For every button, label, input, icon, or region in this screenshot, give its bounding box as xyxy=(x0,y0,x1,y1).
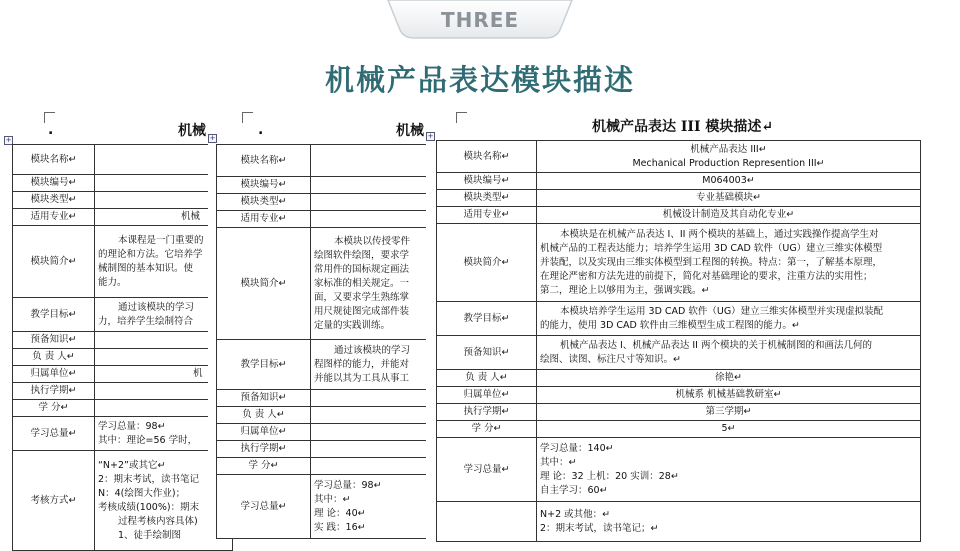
row-label: 执行学期↵ xyxy=(13,383,95,400)
table-row xyxy=(437,404,921,421)
row-label: 归属单位↵ xyxy=(217,424,311,441)
table-row xyxy=(437,421,921,438)
row-label: 适用专业↵ xyxy=(13,209,95,226)
row-label: 预备知识↵ xyxy=(217,390,311,407)
doc-header: 机械 xyxy=(396,123,424,139)
table-row xyxy=(13,175,233,192)
section-tab xyxy=(388,0,572,40)
table-row xyxy=(13,226,233,298)
row-label: 模块名称↵ xyxy=(13,145,95,175)
row-label: 适用专业↵ xyxy=(437,207,537,224)
row-label: 模块编号↵ xyxy=(13,175,95,192)
table-row xyxy=(437,190,921,207)
table-row xyxy=(437,173,921,190)
row-value: 通过该模块的学习 力，培养学生绘制符合 xyxy=(95,298,233,332)
row-label: 学 分↵ xyxy=(13,400,95,417)
table-row xyxy=(13,192,233,209)
row-label: 模块编号↵ xyxy=(437,173,537,190)
row-label: 模块简介↵ xyxy=(437,224,537,302)
row-label: 考核方式↵ xyxy=(13,451,95,551)
row-label: 学习总量↵ xyxy=(217,475,311,539)
tab-label: THREE xyxy=(440,8,520,32)
table-row xyxy=(217,340,457,390)
row-label: 模块编号↵ xyxy=(217,177,311,194)
row-value: 通过该模块的学习 程图样的能力，并能对 并能以其为工具从事工 xyxy=(311,340,457,390)
row-label: 归属单位↵ xyxy=(13,366,95,383)
row-label: 执行学期↵ xyxy=(217,441,311,458)
table-row xyxy=(13,451,233,551)
document-page-3 xyxy=(426,112,960,540)
bullet-mark: . xyxy=(258,122,264,138)
row-label: 归属单位↵ xyxy=(437,387,537,404)
row-value: M064003↵ xyxy=(537,173,921,190)
document-page-1 xyxy=(4,112,210,541)
page-corner-mark xyxy=(456,112,467,123)
table-row xyxy=(217,407,457,424)
row-label: 模块名称↵ xyxy=(437,141,537,173)
table-move-handle[interactable]: + xyxy=(209,134,216,142)
row-value: 本模块培养学生运用 3D CAD 软件（UG）建立三维实体模型并实现虚拟装配 的能力，使用 3D CAD 软件由三维模型生成工程图的能力。↵ xyxy=(537,302,921,336)
row-label: 学 分↵ xyxy=(217,458,311,475)
table-row xyxy=(217,441,457,458)
document-page-2 xyxy=(208,112,430,538)
table-row xyxy=(13,209,233,226)
row-label: 负 责 人↵ xyxy=(217,407,311,424)
row-value: 机 xyxy=(95,366,233,383)
table-row xyxy=(437,302,921,336)
table-row xyxy=(217,390,457,407)
row-label: 模块简介↵ xyxy=(13,226,95,298)
table-row xyxy=(217,458,457,475)
table-move-handle[interactable]: + xyxy=(427,132,434,140)
module-table xyxy=(12,144,233,551)
row-value: 学习总量：140↵ 其中：↵ 理 论：32 上机：20 实训：28↵ 自主学习：60↵ xyxy=(537,438,921,502)
row-value: “N+2”或其它↵ 2：期末考试，读书笔记 N：4(绘图大作业)； 考核成绩(100%)：期末 过程考核内容具体) 1、徒手绘制图 xyxy=(95,451,233,551)
row-value: 第三学期↵ xyxy=(537,404,921,421)
row-label: 学习总量↵ xyxy=(13,417,95,451)
page-title: 机械产品表达模块描述 xyxy=(324,63,635,97)
table-row xyxy=(217,211,457,228)
row-value: 机械产品表达 III↵ Mechanical Production Represention III↵ xyxy=(537,141,921,173)
table-row xyxy=(13,417,233,451)
page-corner-mark xyxy=(242,112,253,123)
row-label: 负 责 人↵ xyxy=(437,370,537,387)
row-label: 负 责 人↵ xyxy=(13,349,95,366)
table-row xyxy=(437,336,921,370)
row-label: 适用专业↵ xyxy=(217,211,311,228)
table-move-handle[interactable]: + xyxy=(5,136,12,144)
row-label: 教学目标↵ xyxy=(217,340,311,390)
table-row xyxy=(437,502,921,542)
row-label: 模块类型↵ xyxy=(437,190,537,207)
row-value: 本模块是在机械产品表达 I、II 两个模块的基础上，通过实践操作提高学生对 机械产品的工程表达能力；培养学生运用 3D CAD 软件（UG）建立三维实体模型 并装配，以及实现由三维实体模型到工程图的转换。特点：第一，了解基本原理， 在理论严密和方法先进的前提下，简化对基础理论的要求，注重方法的实用性； 第二，理论上以够用为主，强调实践。↵ xyxy=(537,224,921,302)
table-row xyxy=(437,141,921,173)
row-label xyxy=(437,502,537,542)
table-row xyxy=(13,400,233,417)
row-value: 徐艳↵ xyxy=(537,370,921,387)
row-label: 教学目标↵ xyxy=(437,302,537,336)
table-row xyxy=(437,387,921,404)
table-row xyxy=(437,438,921,502)
module-table xyxy=(436,140,921,542)
doc-header: 机械产品表达 III 模块描述↵ xyxy=(592,119,774,135)
row-value: N+2 或其他：↵ 2：期末考试，读书笔记；↵ xyxy=(537,502,921,542)
table-row xyxy=(13,298,233,332)
doc-header: 机械 xyxy=(178,123,206,139)
table-row xyxy=(217,475,457,539)
table-row xyxy=(437,207,921,224)
row-value: 机械 xyxy=(95,209,233,226)
row-value: 学习总量：98↵ 其中：理论=56 学时， xyxy=(95,417,233,451)
table-row xyxy=(13,145,233,175)
row-value: 机械设计制造及其自动化专业↵ xyxy=(537,207,921,224)
row-label: 模块名称↵ xyxy=(217,145,311,177)
row-label: 预备知识↵ xyxy=(13,332,95,349)
table-row xyxy=(437,370,921,387)
table-row xyxy=(217,228,457,340)
table-row xyxy=(13,349,233,366)
row-label: 学习总量↵ xyxy=(437,438,537,502)
row-value: 5↵ xyxy=(537,421,921,438)
table-row xyxy=(217,424,457,441)
row-value: 本课程是一门重要的 的理论和方法。它培养学 械制图的基本知识。使 能力。 xyxy=(95,226,233,298)
table-row xyxy=(217,177,457,194)
row-value: 本模块以传授零件 绘图软件绘图，要求学 常用件的国标规定画法 家标准的相关规定。一 面，又要求学生熟练掌 用尺规徒图完成部件装 定量的实践训练。 xyxy=(311,228,457,340)
row-value: 机械系 机械基础教研室↵ xyxy=(537,387,921,404)
row-value: 专业基础模块↵ xyxy=(537,190,921,207)
module-table xyxy=(216,144,457,539)
table-row xyxy=(217,145,457,177)
row-label: 模块简介↵ xyxy=(217,228,311,340)
bullet-mark: . xyxy=(48,122,54,138)
row-label: 模块类型↵ xyxy=(13,192,95,209)
row-value: 机械产品表达 I、机械产品表达 II 两个模块的关于机械制图的和画法几何的 绘图、读图、标注尺寸等知识。↵ xyxy=(537,336,921,370)
row-label: 教学目标↵ xyxy=(13,298,95,332)
row-label: 学 分↵ xyxy=(437,421,537,438)
table-row xyxy=(13,366,233,383)
row-label: 执行学期↵ xyxy=(437,404,537,421)
row-label: 预备知识↵ xyxy=(437,336,537,370)
table-row xyxy=(437,224,921,302)
table-row xyxy=(13,332,233,349)
row-value: 学习总量：98↵ 其中：↵ 理 论：40↵ 实 践：16↵ xyxy=(311,475,457,539)
row-label: 模块类型↵ xyxy=(217,194,311,211)
table-row xyxy=(217,194,457,211)
table-row xyxy=(13,383,233,400)
